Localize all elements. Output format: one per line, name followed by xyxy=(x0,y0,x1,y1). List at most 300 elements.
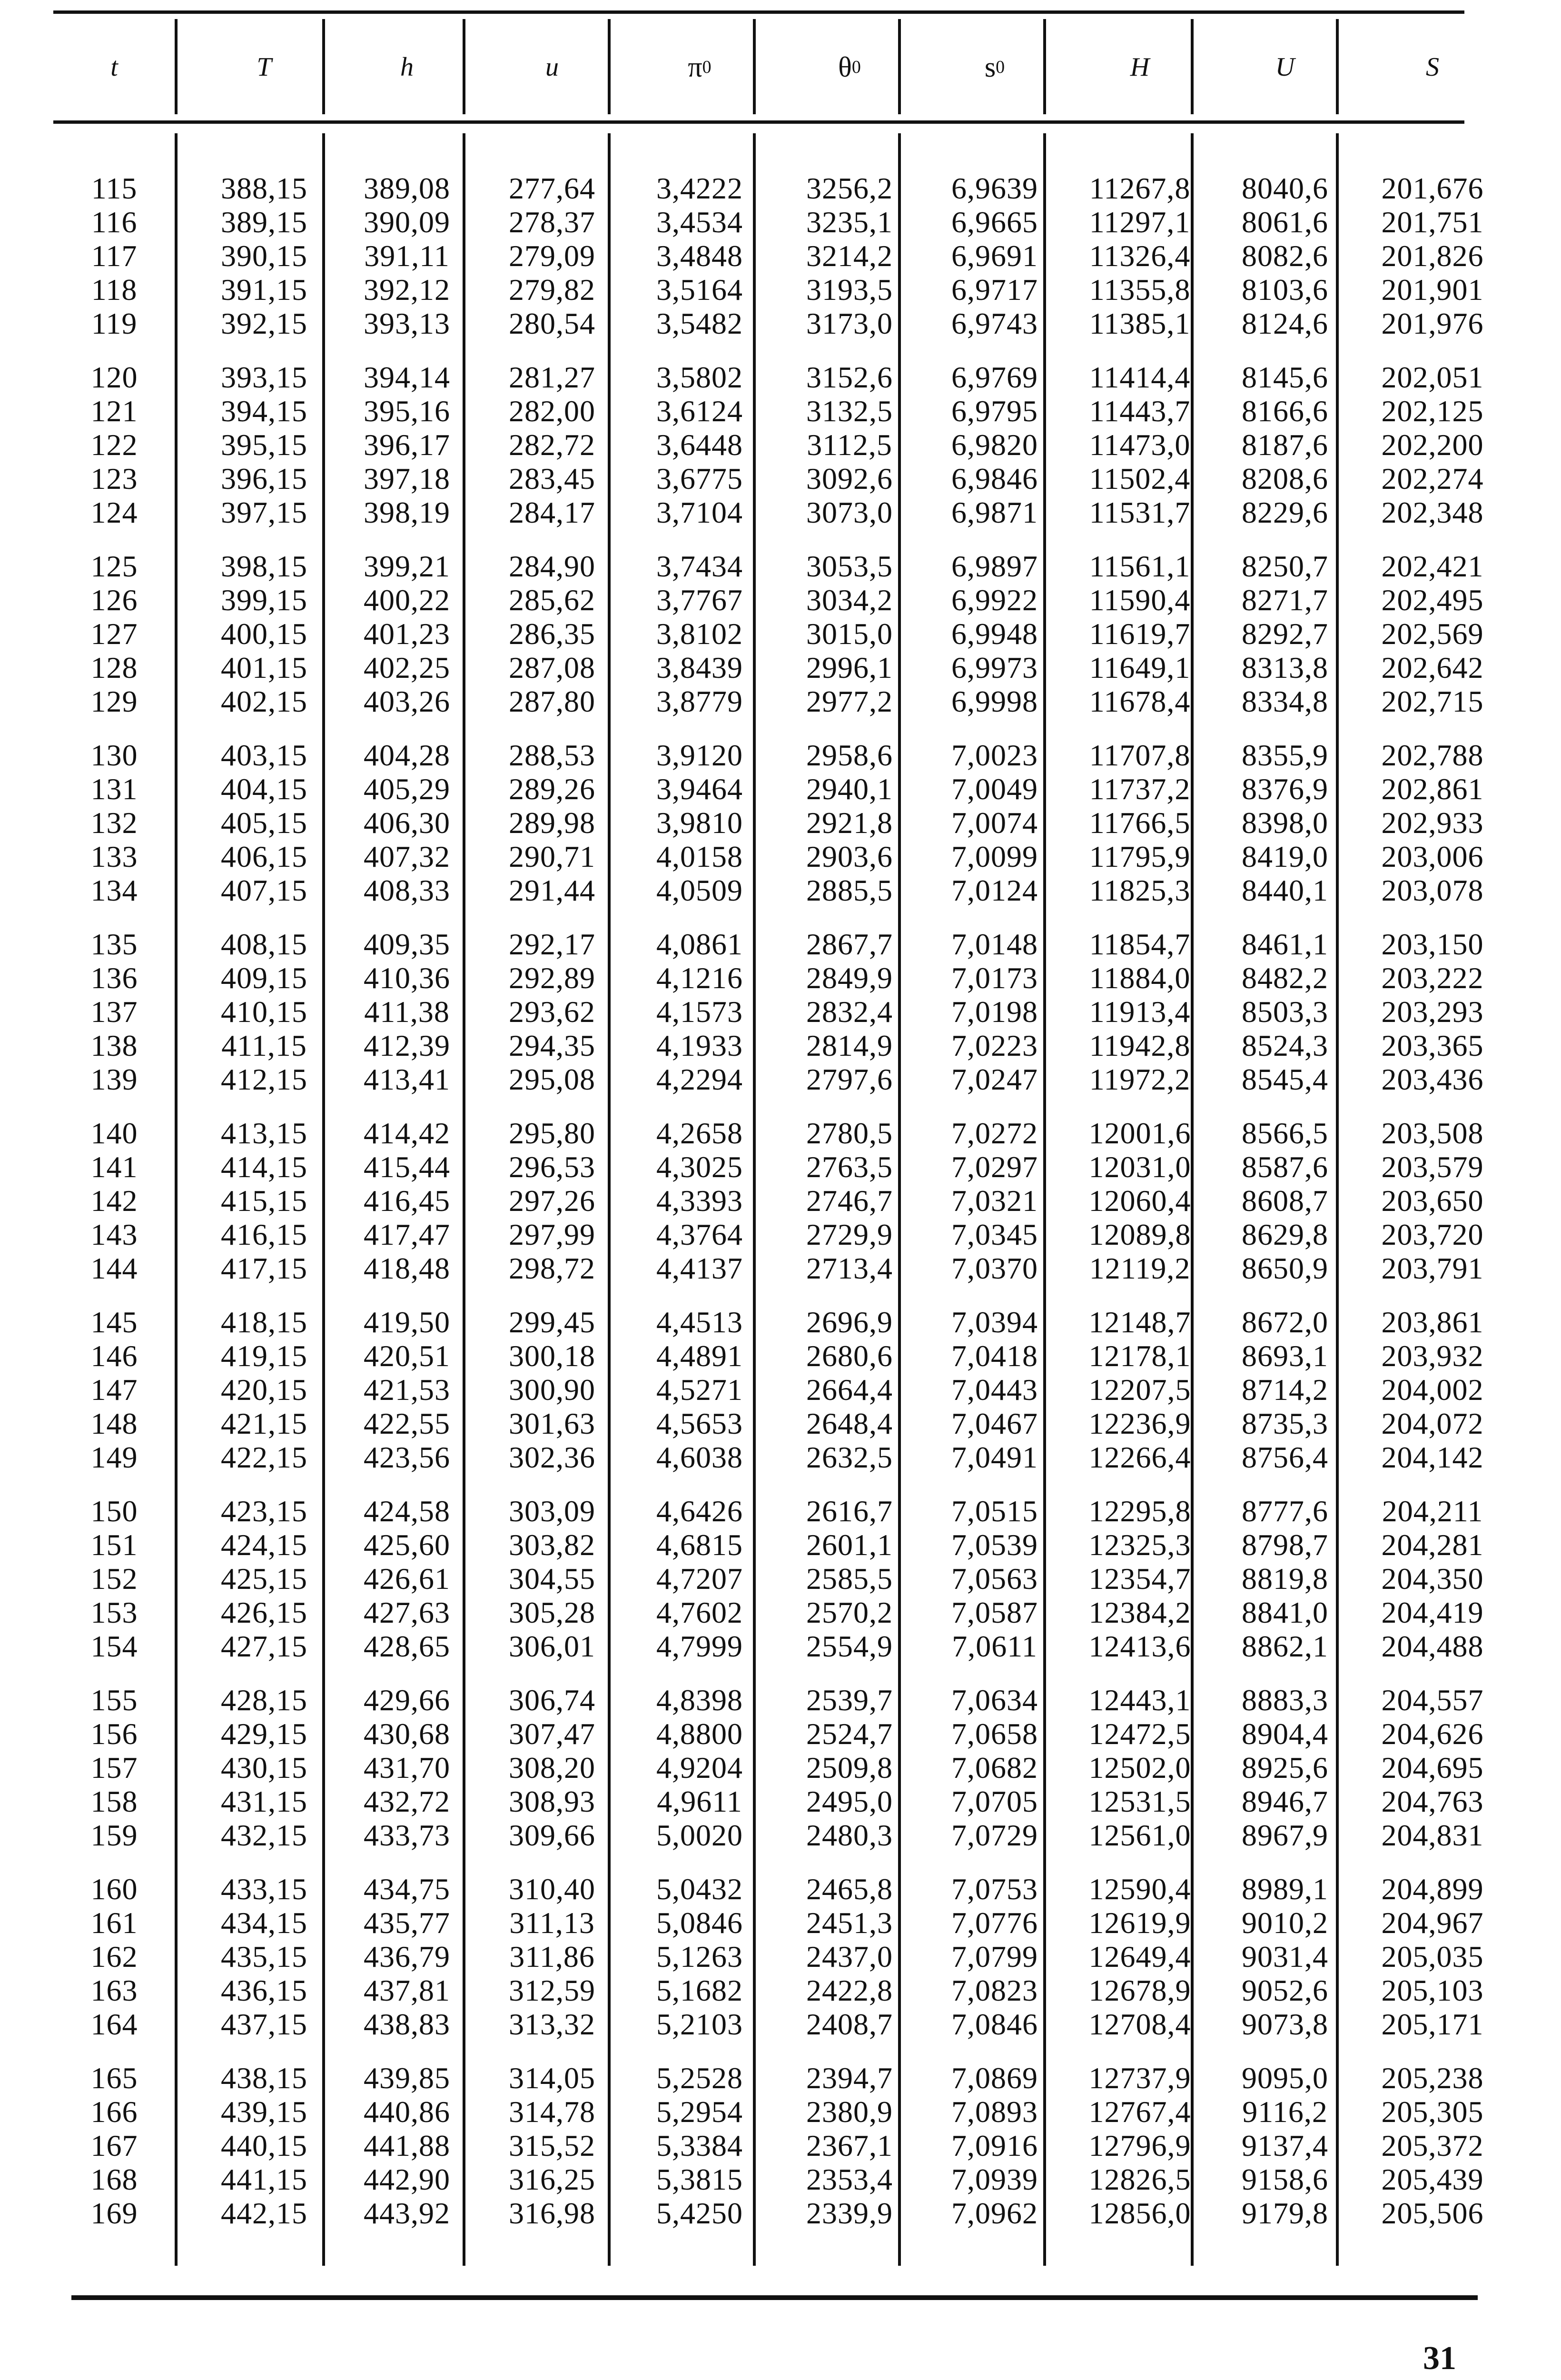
table-cell: 8166,6 xyxy=(1242,394,1328,428)
column-S xyxy=(1361,171,1504,2230)
table-cell: 204,626 xyxy=(1381,1717,1484,1751)
table-cell: 203,932 xyxy=(1381,1339,1484,1373)
table-cell: 7,0587 xyxy=(951,1596,1038,1629)
table-cell: 2797,6 xyxy=(806,1062,893,1096)
table-cell: 398,19 xyxy=(364,496,450,529)
table-cell: 4,1933 xyxy=(656,1029,743,1062)
table-cell: 4,4513 xyxy=(656,1305,743,1339)
table-cell: 2451,3 xyxy=(806,1906,893,1940)
table-cell: 12325,3 xyxy=(1088,1528,1191,1562)
table-cell: 12119,2 xyxy=(1089,1251,1191,1285)
table-cell: 9137,4 xyxy=(1242,2129,1328,2162)
table-cell: 399,21 xyxy=(364,549,450,583)
table-cell: 122 xyxy=(90,428,138,462)
table-cell: 12001,6 xyxy=(1088,1116,1191,1150)
table-cell: 418,15 xyxy=(221,1305,307,1339)
table-cell: 6,9998 xyxy=(951,684,1038,718)
table-cell: 201,751 xyxy=(1381,205,1484,239)
table-cell: 438,83 xyxy=(364,2007,450,2041)
table-cell: 416,15 xyxy=(221,1218,307,1251)
table-cell: 203,650 xyxy=(1381,1184,1484,1218)
table-cell: 8103,6 xyxy=(1242,273,1328,307)
table-cell: 147 xyxy=(90,1373,138,1407)
table-cell: 143 xyxy=(90,1218,138,1251)
table-cell: 203,861 xyxy=(1381,1305,1484,1339)
column-rule-head-4 xyxy=(608,19,611,114)
table-cell: 288,53 xyxy=(509,738,595,772)
table-cell: 3,9120 xyxy=(656,738,743,772)
table-cell: 204,211 xyxy=(1382,1494,1483,1528)
table-cell: 159 xyxy=(90,1818,138,1852)
table-cell: 11678,4 xyxy=(1089,684,1191,718)
table-cell: 5,3384 xyxy=(656,2129,743,2162)
table-cell: 12856,0 xyxy=(1088,2196,1191,2230)
table-cell: 3053,5 xyxy=(806,549,893,583)
table-cell: 297,26 xyxy=(509,1184,595,1218)
table-cell: 4,4891 xyxy=(656,1339,743,1373)
table-cell: 127 xyxy=(90,617,138,651)
table-cell: 402,15 xyxy=(221,684,307,718)
table-cell: 4,5271 xyxy=(656,1373,743,1407)
header-u: u xyxy=(545,52,559,82)
table-cell: 120 xyxy=(90,360,138,394)
table-cell: 277,64 xyxy=(509,171,595,205)
table-cell: 12413,6 xyxy=(1088,1629,1191,1663)
table-cell: 433,73 xyxy=(364,1818,450,1852)
table-cell: 308,20 xyxy=(509,1751,595,1785)
table-cell: 3,6448 xyxy=(656,428,743,462)
table-cell: 401,23 xyxy=(364,617,450,651)
table-cell: 202,642 xyxy=(1381,651,1484,684)
table-cell: 4,3393 xyxy=(656,1184,743,1218)
table-cell: 8629,8 xyxy=(1242,1218,1328,1251)
table-cell: 7,0247 xyxy=(951,1062,1038,1096)
table-cell: 7,0198 xyxy=(951,995,1038,1029)
table-cell: 286,35 xyxy=(509,617,595,651)
table-cell: 415,15 xyxy=(221,1184,307,1218)
table-cell: 298,72 xyxy=(509,1251,595,1285)
table-cell: 4,6038 xyxy=(656,1440,743,1474)
table-cell: 422,55 xyxy=(364,1407,450,1440)
table-cell: 4,9204 xyxy=(656,1751,743,1785)
table-cell: 294,35 xyxy=(509,1029,595,1062)
table-cell: 287,08 xyxy=(509,651,595,684)
table-cell: 205,439 xyxy=(1381,2162,1484,2196)
table-cell: 7,0563 xyxy=(951,1562,1038,1596)
table-cell: 12619,9 xyxy=(1088,1906,1191,1940)
table-cell: 429,66 xyxy=(364,1683,450,1717)
table-cell: 205,103 xyxy=(1381,1973,1484,2007)
table-cell: 5,0432 xyxy=(656,1872,743,1906)
table-cell: 9158,6 xyxy=(1242,2162,1328,2196)
table-cell: 4,5653 xyxy=(656,1407,743,1440)
table-cell: 437,81 xyxy=(364,1973,450,2007)
table-cell: 308,93 xyxy=(509,1785,595,1818)
table-cell: 303,82 xyxy=(509,1528,595,1562)
table-cell: 204,419 xyxy=(1381,1596,1484,1629)
table-cell: 168 xyxy=(90,2162,138,2196)
table-cell: 139 xyxy=(90,1062,138,1096)
table-cell: 8313,8 xyxy=(1242,651,1328,684)
table-cell: 408,33 xyxy=(364,873,450,907)
table-cell: 202,715 xyxy=(1381,684,1484,718)
table-cell: 420,15 xyxy=(221,1373,307,1407)
table-cell: 8777,6 xyxy=(1242,1494,1328,1528)
table-cell: 441,15 xyxy=(221,2162,307,2196)
table-cell: 11531,7 xyxy=(1089,496,1191,529)
table-cell: 12207,5 xyxy=(1088,1373,1191,1407)
table-cell: 204,350 xyxy=(1381,1562,1484,1596)
header-pi0: π 0 xyxy=(688,51,711,83)
column-rule-head-1 xyxy=(175,19,178,114)
table-cell: 7,0124 xyxy=(951,873,1038,907)
table-cell: 3,4222 xyxy=(656,171,743,205)
table-cell: 419,50 xyxy=(364,1305,450,1339)
table-cell: 6,9948 xyxy=(951,617,1038,651)
table-cell: 436,15 xyxy=(221,1973,307,2007)
table-cell: 283,45 xyxy=(509,462,595,496)
table-cell: 165 xyxy=(90,2061,138,2095)
table-cell: 121 xyxy=(90,394,138,428)
column-s0 xyxy=(923,171,1066,2230)
table-cell: 300,18 xyxy=(509,1339,595,1373)
table-cell: 312,59 xyxy=(509,1973,595,2007)
table-cell: 157 xyxy=(90,1751,138,1785)
table-cell: 402,25 xyxy=(364,651,450,684)
table-cell: 7,0223 xyxy=(951,1029,1038,1062)
table-cell: 201,901 xyxy=(1381,273,1484,307)
table-cell: 7,0682 xyxy=(951,1751,1038,1785)
table-cell: 418,48 xyxy=(364,1251,450,1285)
table-cell: 391,11 xyxy=(364,239,450,273)
table-cell: 280,54 xyxy=(509,307,595,340)
table-cell: 302,36 xyxy=(509,1440,595,1474)
table-cell: 204,488 xyxy=(1381,1629,1484,1663)
header-s0: s 0 xyxy=(984,51,1005,83)
table-cell: 144 xyxy=(90,1251,138,1285)
table-cell: 8482,2 xyxy=(1242,961,1328,995)
table-cell: 279,82 xyxy=(509,273,595,307)
page-number: 31 xyxy=(1423,2340,1456,2377)
table-cell: 12295,8 xyxy=(1088,1494,1191,1528)
table-cell: 7,0658 xyxy=(951,1717,1038,1751)
table-cell: 132 xyxy=(90,806,138,840)
table-cell: 8376,9 xyxy=(1242,772,1328,806)
table-cell: 410,36 xyxy=(364,961,450,995)
table-cell: 11884,0 xyxy=(1089,961,1191,995)
table-cell: 2380,9 xyxy=(806,2095,893,2129)
table-cell: 424,15 xyxy=(221,1528,307,1562)
table-cell: 11737,2 xyxy=(1089,772,1191,806)
table-cell: 2339,9 xyxy=(806,2196,893,2230)
table-cell: 428,65 xyxy=(364,1629,450,1663)
header-theta0: θ 0 xyxy=(838,51,861,83)
table-cell: 397,15 xyxy=(221,496,307,529)
table-cell: 295,08 xyxy=(509,1062,595,1096)
table-cell: 163 xyxy=(90,1973,138,2007)
table-cell: 9116,2 xyxy=(1242,2095,1328,2129)
table-cell: 406,15 xyxy=(221,840,307,873)
table-cell: 149 xyxy=(90,1440,138,1474)
table-cell: 204,557 xyxy=(1381,1683,1484,1717)
table-cell: 282,72 xyxy=(509,428,595,462)
table-cell: 7,0370 xyxy=(951,1251,1038,1285)
table-cell: 7,0729 xyxy=(951,1818,1038,1852)
table-cell: 8756,4 xyxy=(1242,1440,1328,1474)
table-cell: 303,09 xyxy=(509,1494,595,1528)
table-cell: 8061,6 xyxy=(1242,205,1328,239)
table-cell: 6,9639 xyxy=(951,171,1038,205)
table-cell: 11326,4 xyxy=(1089,239,1191,273)
table-cell: 2867,7 xyxy=(806,927,893,961)
table-cell: 2480,3 xyxy=(806,1818,893,1852)
table-cell: 7,0272 xyxy=(951,1116,1038,1150)
column-u xyxy=(481,171,623,2230)
table-cell: 7,0321 xyxy=(951,1184,1038,1218)
table-cell: 8714,2 xyxy=(1242,1373,1328,1407)
table-cell: 2696,9 xyxy=(806,1305,893,1339)
table-cell: 292,89 xyxy=(509,961,595,995)
table-cell: 2495,0 xyxy=(806,1785,893,1818)
table-cell: 389,08 xyxy=(364,171,450,205)
table-cell: 2524,7 xyxy=(806,1717,893,1751)
table-cell: 425,15 xyxy=(221,1562,307,1596)
table-cell: 204,281 xyxy=(1381,1528,1484,1562)
table-cell: 314,05 xyxy=(509,2061,595,2095)
table-cell: 2746,7 xyxy=(806,1184,893,1218)
table-cell: 307,47 xyxy=(509,1717,595,1751)
table-cell: 8693,1 xyxy=(1242,1339,1328,1373)
table-cell: 8250,7 xyxy=(1242,549,1328,583)
table-cell: 8946,7 xyxy=(1242,1785,1328,1818)
table-cell: 7,0846 xyxy=(951,2007,1038,2041)
table-cell: 399,15 xyxy=(221,583,307,617)
table-cell: 2422,8 xyxy=(806,1973,893,2007)
table-cell: 2814,9 xyxy=(806,1029,893,1062)
table-cell: 136 xyxy=(90,961,138,995)
table-cell: 8989,1 xyxy=(1242,1872,1328,1906)
table-cell: 426,61 xyxy=(364,1562,450,1596)
table-cell: 400,22 xyxy=(364,583,450,617)
table-cell: 7,0869 xyxy=(951,2061,1038,2095)
table-cell: 130 xyxy=(90,738,138,772)
table-cell: 5,0846 xyxy=(656,1906,743,1940)
table-cell: 292,17 xyxy=(509,927,595,961)
table-cell: 164 xyxy=(90,2007,138,2041)
table-cell: 205,305 xyxy=(1381,2095,1484,2129)
table-cell: 3193,5 xyxy=(806,273,893,307)
table-cell: 160 xyxy=(90,1872,138,1906)
table-cell: 421,53 xyxy=(364,1373,450,1407)
table-cell: 11707,8 xyxy=(1089,738,1191,772)
table-cell: 431,70 xyxy=(364,1751,450,1785)
table-cell: 8145,6 xyxy=(1242,360,1328,394)
table-cell: 8904,4 xyxy=(1242,1717,1328,1751)
table-cell: 202,569 xyxy=(1381,617,1484,651)
header-rule xyxy=(53,120,1464,124)
table-cell: 316,25 xyxy=(509,2162,595,2196)
table-cell: 201,676 xyxy=(1381,171,1484,205)
table-cell: 8545,4 xyxy=(1242,1062,1328,1096)
header-H: H xyxy=(1130,52,1150,82)
table-cell: 8419,0 xyxy=(1242,840,1328,873)
table-cell: 204,002 xyxy=(1381,1373,1484,1407)
table-cell: 296,53 xyxy=(509,1150,595,1184)
table-cell: 9010,2 xyxy=(1242,1906,1328,1940)
table-cell: 4,7999 xyxy=(656,1629,743,1663)
column-rule-head-8 xyxy=(1191,19,1194,114)
table-cell: 12708,4 xyxy=(1088,2007,1191,2041)
table-cell: 12561,0 xyxy=(1088,1818,1191,1852)
table-cell: 203,150 xyxy=(1381,927,1484,961)
table-cell: 12384,2 xyxy=(1088,1596,1191,1629)
table-cell: 395,15 xyxy=(221,428,307,462)
table-cell: 3,7434 xyxy=(656,549,743,583)
table-cell: 11590,4 xyxy=(1089,583,1191,617)
table-cell: 12266,4 xyxy=(1088,1440,1191,1474)
table-cell: 416,45 xyxy=(364,1184,450,1218)
table-cell: 11385,1 xyxy=(1089,307,1191,340)
table-cell: 2616,7 xyxy=(806,1494,893,1528)
table-cell: 3112,5 xyxy=(807,428,892,462)
table-cell: 290,71 xyxy=(509,840,595,873)
table-cell: 3,4848 xyxy=(656,239,743,273)
table-cell: 2903,6 xyxy=(806,840,893,873)
table-bottom-rule xyxy=(71,2295,1478,2300)
table-cell: 12148,7 xyxy=(1088,1305,1191,1339)
table-cell: 287,80 xyxy=(509,684,595,718)
table-cell: 393,13 xyxy=(364,307,450,340)
table-cell: 301,63 xyxy=(509,1407,595,1440)
table-cell: 2940,1 xyxy=(806,772,893,806)
header-S: S xyxy=(1426,52,1439,82)
table-cell: 11443,7 xyxy=(1089,394,1191,428)
table-cell: 11297,1 xyxy=(1089,205,1191,239)
table-cell: 202,421 xyxy=(1381,549,1484,583)
column-rule-head-9 xyxy=(1336,19,1339,114)
table-cell: 8862,1 xyxy=(1242,1629,1328,1663)
table-cell: 7,0173 xyxy=(951,961,1038,995)
table-cell: 412,39 xyxy=(364,1029,450,1062)
table-cell: 4,0158 xyxy=(656,840,743,873)
table-cell: 2832,4 xyxy=(806,995,893,1029)
table-cell: 8271,7 xyxy=(1242,583,1328,617)
table-cell: 124 xyxy=(90,496,138,529)
table-cell: 432,72 xyxy=(364,1785,450,1818)
table-cell: 8292,7 xyxy=(1242,617,1328,651)
table-cell: 11795,9 xyxy=(1089,840,1191,873)
table-cell: 2367,1 xyxy=(806,2129,893,2162)
table-cell: 2632,5 xyxy=(806,1440,893,1474)
table-cell: 4,9611 xyxy=(657,1785,742,1818)
table-cell: 2539,7 xyxy=(806,1683,893,1717)
table-cell: 396,17 xyxy=(364,428,450,462)
table-cell: 116 xyxy=(91,205,138,239)
table-cell: 434,15 xyxy=(221,1906,307,1940)
table-cell: 115 xyxy=(91,171,138,205)
table-cell: 401,15 xyxy=(221,651,307,684)
header-T: T xyxy=(257,52,272,82)
table-cell: 11649,1 xyxy=(1089,651,1191,684)
table-cell: 3092,6 xyxy=(806,462,893,496)
table-cell: 12472,5 xyxy=(1088,1717,1191,1751)
table-cell: 7,0776 xyxy=(951,1906,1038,1940)
table-cell: 203,791 xyxy=(1381,1251,1484,1285)
table-cell: 393,15 xyxy=(221,360,307,394)
table-cell: 404,28 xyxy=(364,738,450,772)
table-cell: 9031,4 xyxy=(1242,1940,1328,1973)
table-cell: 2763,5 xyxy=(806,1150,893,1184)
table-cell: 142 xyxy=(90,1184,138,1218)
table-cell: 5,1263 xyxy=(656,1940,743,1973)
table-cell: 4,0509 xyxy=(656,873,743,907)
table-cell: 3034,2 xyxy=(806,583,893,617)
table-cell: 203,720 xyxy=(1381,1218,1484,1251)
table-cell: 7,0297 xyxy=(951,1150,1038,1184)
table-cell: 8798,7 xyxy=(1242,1528,1328,1562)
table-cell: 12678,9 xyxy=(1088,1973,1191,2007)
table-cell: 146 xyxy=(90,1339,138,1373)
column-rule-head-3 xyxy=(463,19,465,114)
table-cell: 3,5164 xyxy=(656,273,743,307)
table-cell: 12796,9 xyxy=(1088,2129,1191,2162)
table-cell: 202,788 xyxy=(1381,738,1484,772)
table-cell: 6,9922 xyxy=(951,583,1038,617)
table-cell: 8925,6 xyxy=(1242,1751,1328,1785)
table-cell: 204,899 xyxy=(1381,1872,1484,1906)
column-H xyxy=(1068,171,1211,2230)
table-cell: 436,79 xyxy=(364,1940,450,1973)
table-cell: 411,38 xyxy=(364,995,450,1029)
table-cell: 289,26 xyxy=(509,772,595,806)
table-cell: 6,9871 xyxy=(951,496,1038,529)
table-cell: 408,15 xyxy=(221,927,307,961)
table-cell: 2554,9 xyxy=(806,1629,893,1663)
table-cell: 8461,1 xyxy=(1242,927,1328,961)
table-cell: 404,15 xyxy=(221,772,307,806)
column-h xyxy=(336,171,478,2230)
table-cell: 284,17 xyxy=(509,496,595,529)
table-cell: 2958,6 xyxy=(806,738,893,772)
table-cell: 12443,1 xyxy=(1088,1683,1191,1717)
table-cell: 278,37 xyxy=(509,205,595,239)
table-cell: 7,0491 xyxy=(951,1440,1038,1474)
table-cell: 203,508 xyxy=(1381,1116,1484,1150)
table-cell: 169 xyxy=(90,2196,138,2230)
table-cell: 203,579 xyxy=(1381,1150,1484,1184)
table-cell: 134 xyxy=(90,873,138,907)
table-cell: 6,9973 xyxy=(951,651,1038,684)
table-cell: 3256,2 xyxy=(806,171,893,205)
table-cell: 3132,5 xyxy=(806,394,893,428)
table-cell: 137 xyxy=(90,995,138,1029)
table-cell: 4,3764 xyxy=(656,1218,743,1251)
table-cell: 11267,8 xyxy=(1089,171,1191,205)
table-cell: 204,695 xyxy=(1381,1751,1484,1785)
table-cell: 8819,8 xyxy=(1242,1562,1328,1596)
table-cell: 7,0823 xyxy=(951,1973,1038,2007)
table-cell: 3,4534 xyxy=(656,205,743,239)
table-cell: 205,372 xyxy=(1381,2129,1484,2162)
table-cell: 423,56 xyxy=(364,1440,450,1474)
table-cell: 7,0023 xyxy=(951,738,1038,772)
table-cell: 8398,0 xyxy=(1242,806,1328,840)
table-cell: 405,29 xyxy=(364,772,450,806)
table-cell: 145 xyxy=(90,1305,138,1339)
table-cell: 394,15 xyxy=(221,394,307,428)
table-cell: 390,15 xyxy=(221,239,307,273)
table-cell: 202,495 xyxy=(1381,583,1484,617)
